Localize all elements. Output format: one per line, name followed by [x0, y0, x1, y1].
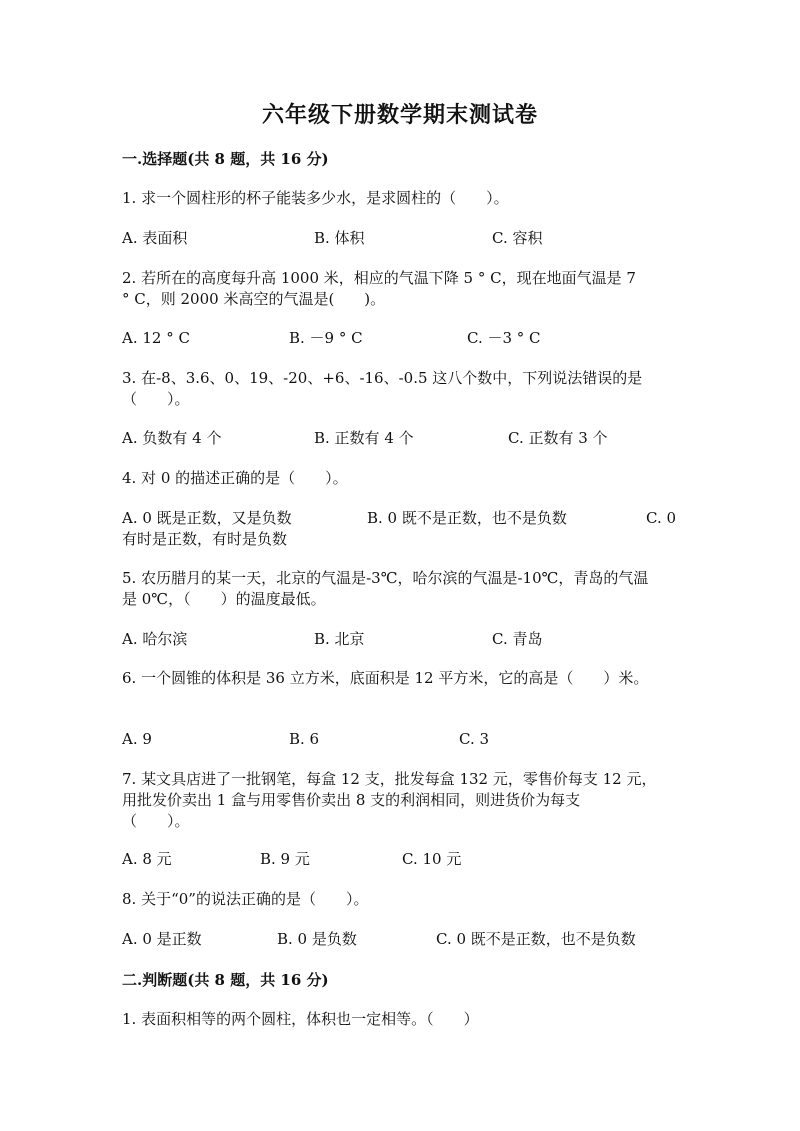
option-c: C. 正数有 3 个 — [508, 429, 608, 447]
option-b: B. 北京 — [314, 630, 365, 648]
question-3-options — [122, 428, 682, 449]
question-8-stem: 8. 关于“0”的说法正确的是（ ）。 — [122, 890, 369, 908]
question-6-options — [122, 729, 682, 750]
question-5-line-2: 是 0℃，（ ）的温度最低。 — [122, 590, 326, 608]
option-a: A. 负数有 4 个 — [122, 429, 222, 447]
question-2-line-2: ° C，则 2000 米高空的气温是( )。 — [122, 290, 386, 308]
question-5-line-1: 5. 农历腊月的某一天，北京的气温是-3℃，哈尔滨的气温是-10℃，青岛的气温 — [122, 569, 649, 587]
question-7-options — [122, 849, 682, 870]
question-3-line-1: 3. 在-8、3.6、0、19、-20、+6、-16、-0.5 这八个数中，下列说法错误的是 — [122, 369, 643, 387]
option-c: C. －3 ° C — [467, 329, 541, 347]
option-b: B. －9 ° C — [289, 329, 363, 347]
judgement-1-stem: 1. 表面积相等的两个圆柱，体积也一定相等。（ ） — [122, 1010, 479, 1028]
option-a: A. 0 是正数 — [122, 930, 202, 948]
question-4-stem: 4. 对 0 的描述正确的是（ ）。 — [122, 469, 348, 487]
option-c: C. 10 元 — [402, 850, 462, 868]
option-c: C. 青岛 — [492, 630, 543, 648]
question-5-stem — [122, 568, 682, 610]
question-1-options — [122, 228, 682, 249]
option-a: A. 12 ° C — [122, 329, 190, 347]
section-heading-choice: 一.选择题(共 8 题，共 16 分) — [122, 150, 329, 168]
option-b: B. 6 — [289, 730, 320, 748]
question-7-line-2: 用批发价卖出 1 盒与用零售价卖出 8 支的利润相同，则进货价为每支 — [122, 791, 581, 809]
option-a: A. 哈尔滨 — [122, 630, 188, 648]
section-heading-true-false: 二.判断题(共 8 题，共 16 分) — [122, 971, 329, 989]
question-2-options — [122, 328, 682, 349]
option-c: C. 0 — [646, 509, 677, 527]
question-2-line-1: 2. 若所在的高度每升高 1000 米，相应的气温下降 5 ° C，现在地面气温是 7 — [122, 269, 636, 287]
option-b: B. 9 元 — [260, 850, 310, 868]
option-a: A. 0 既是正数，又是负数 — [122, 509, 292, 527]
question-4-options — [122, 508, 682, 529]
question-3-line-2: （ ）。 — [122, 390, 190, 408]
option-a: A. 9 — [122, 730, 152, 748]
option-b: B. 0 既不是正数，也不是负数 — [367, 509, 567, 527]
option-b: B. 正数有 4 个 — [314, 429, 414, 447]
question-7-line-3: （ ）。 — [122, 812, 190, 830]
question-1-stem: 1. 求一个圆柱形的杯子能装多少水，是求圆柱的（ ）。 — [122, 189, 509, 207]
option-a: A. 8 元 — [122, 850, 172, 868]
question-8-options — [122, 929, 682, 950]
option-c: C. 0 既不是正数，也不是负数 — [436, 930, 636, 948]
option-c: C. 容积 — [492, 229, 543, 247]
question-4-option-c-continued: 有时是正数，有时是负数 — [122, 530, 288, 548]
option-c: C. 3 — [459, 730, 490, 748]
question-7-stem — [122, 769, 682, 832]
option-b: B. 体积 — [314, 229, 365, 247]
question-2-stem — [122, 268, 682, 310]
page-title: 六年级下册数学期末测试卷 — [261, 102, 538, 128]
question-7-line-1: 7. 某文具店进了一批钢笔，每盒 12 支，批发每盒 132 元，零售价每支 12 元， — [122, 770, 657, 788]
option-a: A. 表面积 — [122, 229, 188, 247]
option-b: B. 0 是负数 — [277, 930, 357, 948]
question-5-options — [122, 629, 682, 650]
question-6-stem: 6. 一个圆锥的体积是 36 立方米，底面积是 12 平方米，它的高是（ ）米。 — [122, 669, 649, 687]
question-3-stem — [122, 368, 682, 410]
